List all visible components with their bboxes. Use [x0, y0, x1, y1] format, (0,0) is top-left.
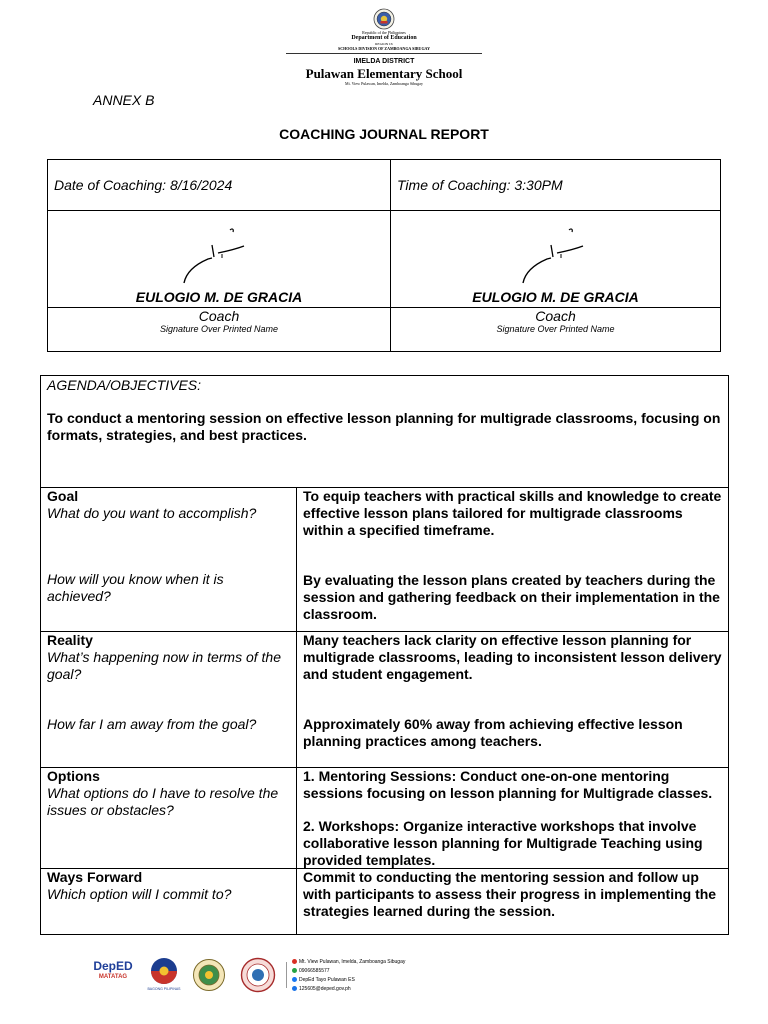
date-of-coaching: Date of Coaching: 8/16/2024 [54, 177, 233, 193]
reality-answer-1: Many teachers lack clarity on effective lesson planning for multigrade classrooms, leading to inconsistent lesson delivery and student engagement. [303, 632, 722, 682]
agenda-text: To conduct a mentoring session on effective lesson planning for multigrade classrooms, focusing on formats, strategies, and best practices. [47, 410, 721, 443]
agenda-section [41, 376, 728, 488]
reality-questions [41, 632, 297, 767]
coach-name-left: EULOGIO M. DE GRACIA [135, 289, 303, 305]
contact-email: 125605@deped.gov.ph [292, 985, 405, 994]
goal-row [41, 488, 728, 632]
date-cell [48, 160, 391, 210]
facebook-icon [292, 977, 297, 982]
reality-row [41, 632, 728, 768]
options-answer-2: 2. Workshops: Organize interactive workshops that involve collaborative lesson planning for Multigrade Teaching using provided templates. [303, 818, 703, 868]
contact-address: Mt. View Pulawan, Imelda, Zamboanga Sibugay [292, 958, 405, 967]
reality-answer-2: Approximately 60% away from achieving effective lesson planning practices among teachers. [303, 716, 683, 749]
ways-forward-questions [41, 869, 297, 934]
phone-icon [292, 968, 297, 973]
coach-role-right: Coach [535, 308, 576, 324]
options-row [41, 768, 728, 869]
region-text: REGION IX [375, 42, 393, 46]
role-row [48, 307, 720, 351]
options-question-1: What options do I have to resolve the issues or obstacles? [47, 785, 279, 818]
republic-text: Republic of the Philippines [362, 30, 406, 35]
email-icon [292, 986, 297, 991]
signature-block-left [48, 211, 391, 307]
location-icon [292, 959, 297, 964]
goal-answer-2: By evaluating the lesson plans created by teachers during the session and gathering feedback on their implementation in the classroom. [303, 572, 720, 622]
ways-forward-row [41, 869, 728, 934]
deped-matatag-logo [92, 960, 134, 990]
role-cell-right [391, 308, 720, 351]
options-questions [41, 768, 297, 868]
school-seal-icon [240, 957, 276, 993]
signature-icon [515, 225, 605, 287]
time-of-coaching: Time of Coaching: 3:30PM [397, 177, 563, 193]
ways-forward-label: Ways Forward [47, 869, 143, 885]
ways-forward-answer-1: Commit to conducting the mentoring session and follow up with participants to assess their progress in implementing the strategies learned during the session. [303, 869, 717, 919]
division-seal-icon [192, 958, 226, 992]
school-name: Pulawan Elementary School [305, 66, 463, 81]
district-text: IMELDA DISTRICT [353, 58, 415, 65]
contact-phone: 09066585577 [292, 967, 405, 976]
goal-question-1: What do you want to accomplish? [47, 505, 257, 521]
options-answer-1: 1. Mentoring Sessions: Conduct one-on-one mentoring sessions focusing on lesson planning for Multigrade classes. [303, 768, 713, 801]
annex-label: ANNEX B [93, 92, 155, 108]
bagong-pilipinas-text: BAGONG PILIPINAS [147, 987, 181, 991]
coach-name-right: EULOGIO M. DE GRACIA [472, 289, 639, 305]
letterhead [0, 8, 768, 86]
signature-label-right: Signature Over Printed Name [496, 324, 615, 334]
school-address: Mt. View Pulawan, Imelda, Zamboanga Sibugay [345, 81, 423, 86]
agenda-label: AGENDA/OBJECTIVES: [47, 377, 202, 393]
goal-answers [297, 488, 728, 631]
options-answers [297, 768, 728, 868]
reality-question-2: How far I am away from the goal? [47, 716, 257, 732]
coaching-info-table [47, 159, 721, 352]
goal-question-2: How will you know when it is achieved? [47, 571, 224, 604]
reality-answers [297, 632, 728, 767]
coach-role-left: Coach [198, 308, 240, 324]
footer [0, 952, 768, 997]
options-label: Options [47, 768, 100, 784]
date-time-row [48, 160, 720, 211]
ways-forward-answers [297, 869, 728, 934]
goal-questions [41, 488, 297, 631]
contact-info [292, 958, 405, 994]
signature-icon [176, 225, 266, 287]
signature-label-left: Signature Over Printed Name [159, 324, 279, 334]
reality-label: Reality [47, 632, 93, 648]
reality-question-1: What’s happening now in terms of the goal? [47, 649, 281, 682]
report-title: COACHING JOURNAL REPORT [279, 126, 489, 142]
contact-facebook: DepEd Tayo Pulawan ES [292, 976, 405, 985]
division-text: SCHOOLS DIVISION OF ZAMBOANGA SIBUGAY [338, 46, 430, 51]
time-cell [391, 160, 720, 210]
signature-block-right [391, 211, 720, 307]
department-text: Department of Education [351, 35, 417, 41]
footer-divider [286, 962, 287, 988]
letterhead-divider [286, 53, 482, 54]
goal-answer-1: To equip teachers with practical skills and knowledge to create effective lesson plans tailored for multigrade classrooms within a specified timeframe. [303, 488, 722, 538]
matatag-logo-text: MATATAG [98, 974, 128, 980]
signature-row [48, 211, 720, 307]
deped-seal-icon [373, 8, 395, 30]
bagong-pilipinas-logo-icon [146, 956, 182, 992]
role-cell-left [48, 308, 391, 351]
ways-forward-question-1: Which option will I commit to? [47, 886, 232, 902]
grow-model-table [40, 375, 729, 935]
goal-label: Goal [47, 488, 79, 504]
deped-logo-text: DepED [93, 959, 133, 973]
